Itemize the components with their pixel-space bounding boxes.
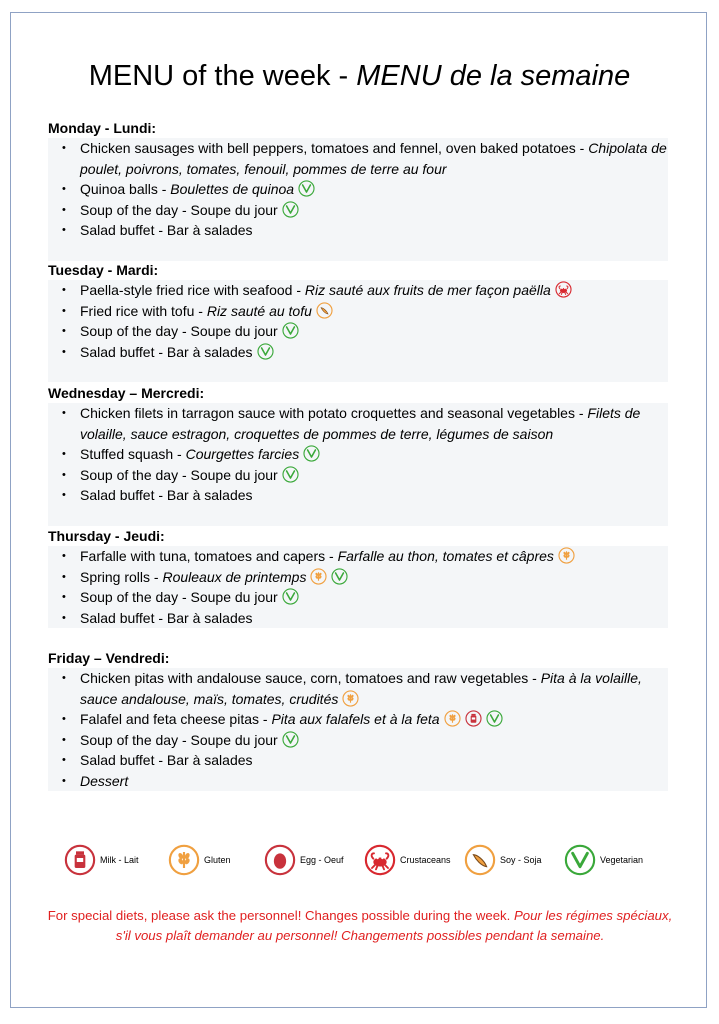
dish-item xyxy=(48,567,668,588)
milk-icon xyxy=(465,710,482,727)
vegetarian-icon xyxy=(282,731,299,748)
dish-french: Rouleaux de printemps xyxy=(162,568,307,585)
dish-english: Paella-style fried rice with seafood - xyxy=(80,282,305,298)
dish-english: Salad buffet - Bar à salades xyxy=(80,609,253,626)
dish-english: Chicken pitas with andalouse sauce, corn, tomatoes and raw vegetables - xyxy=(80,670,541,686)
dish-list xyxy=(48,668,668,791)
dish-item xyxy=(48,668,668,709)
dish-item xyxy=(48,342,668,363)
day-section xyxy=(48,528,668,628)
dish-english: Soup of the day - Soupe du jour xyxy=(80,201,278,218)
dish-item xyxy=(48,200,668,221)
dish-item xyxy=(48,587,668,608)
crustaceans-icon xyxy=(555,281,572,298)
dish-french: Dessert xyxy=(80,772,129,789)
legend-item xyxy=(364,842,451,878)
dish-list xyxy=(48,403,668,526)
note-french: Pour les régimes spéciaux, s'il vous plaît demander au personnel! Changements possibles pendant la semaine. xyxy=(115,908,673,943)
legend-item xyxy=(168,842,231,878)
dish-item xyxy=(48,608,668,629)
day-heading: Thursday - Jeudi: xyxy=(48,528,165,544)
vegetarian-icon xyxy=(282,588,299,605)
dish-french: Riz sauté aux fruits de mer façon paëlla xyxy=(304,282,551,298)
soy-icon xyxy=(464,844,500,876)
dish-english: Salad buffet - Bar à salades xyxy=(80,222,253,238)
dish-item xyxy=(48,465,668,486)
day-section xyxy=(48,262,668,382)
egg-icon xyxy=(264,844,300,876)
page-title xyxy=(0,58,719,94)
dish-item xyxy=(48,220,668,241)
dish-english: Soup of the day - Soupe du jour xyxy=(80,589,278,605)
crustaceans-icon xyxy=(364,844,400,876)
dish-french: Pita aux falafels et à la feta xyxy=(271,711,440,727)
dish-french: Courgettes farcies xyxy=(185,446,300,462)
dish-item xyxy=(48,179,668,200)
dish-french: Pita à la volaille, sauce andalouse, maïs, tomates, crudités xyxy=(80,670,642,707)
vegetarian-icon xyxy=(257,343,274,360)
dish-french: Boulettes de quinoa xyxy=(170,181,295,197)
list-spacer xyxy=(48,362,668,382)
legend-label: Gluten xyxy=(204,855,231,865)
dish-item xyxy=(48,280,668,301)
legend-label: Soy - Soja xyxy=(500,855,542,865)
special-diets-note xyxy=(40,906,680,946)
dish-english: Chicken filets in tarragon sauce with potato croquettes and seasonal vegetables - xyxy=(80,405,588,421)
day-heading: Wednesday – Mercredi: xyxy=(48,385,205,401)
legend-item xyxy=(64,842,139,878)
dish-item xyxy=(48,546,668,567)
day-section xyxy=(48,385,668,526)
vegetarian-icon xyxy=(282,466,299,483)
dish-english: Quinoa balls - xyxy=(80,181,171,197)
dish-list xyxy=(48,138,668,261)
milk-icon xyxy=(64,844,100,876)
vegetarian-icon xyxy=(331,568,348,585)
day-section xyxy=(48,120,668,261)
dish-item xyxy=(48,709,668,730)
vegetarian-icon xyxy=(282,201,299,218)
dish-item xyxy=(48,301,668,322)
legend-label: Egg - Oeuf xyxy=(300,855,344,865)
dish-english: Soup of the day - Soupe du jour xyxy=(80,466,278,483)
dish-list xyxy=(48,546,668,628)
gluten-icon xyxy=(444,710,461,727)
day-heading: Friday – Vendredi: xyxy=(48,650,170,666)
dish-french: Riz sauté au tofu xyxy=(206,302,312,319)
vegetarian-icon xyxy=(298,180,315,197)
day-heading: Tuesday - Mardi: xyxy=(48,262,159,278)
dish-item xyxy=(48,403,668,444)
gluten-icon xyxy=(558,547,575,564)
list-spacer xyxy=(48,506,668,526)
dish-item xyxy=(48,138,668,179)
legend-label: Milk - Lait xyxy=(100,855,139,865)
allergen-legend xyxy=(64,842,664,878)
dish-item xyxy=(48,485,668,506)
day-heading: Monday - Lundi: xyxy=(48,120,157,136)
dish-list xyxy=(48,280,668,382)
dish-item xyxy=(48,321,668,342)
vegetarian-icon xyxy=(486,710,503,727)
dish-english: Salad buffet - Bar à salades xyxy=(80,343,253,360)
dish-english: Soup of the day - Soupe du jour xyxy=(80,323,278,339)
dish-english: Salad buffet - Bar à salades xyxy=(80,487,253,503)
dish-english: Farfalle with tuna, tomatoes and capers - xyxy=(80,548,338,564)
dish-english: Falafel and feta cheese pitas - xyxy=(80,711,272,727)
dish-english: Chicken sausages with bell peppers, tomatoes and fennel, oven baked potatoes - xyxy=(80,140,589,156)
note-english: For special diets, please ask the personnel! Changes possible during the week. xyxy=(47,908,514,923)
dish-item xyxy=(48,444,668,465)
legend-item xyxy=(464,842,542,878)
legend-label: Vegetarian xyxy=(600,855,644,865)
title-english: MENU of the week - xyxy=(88,60,357,92)
dish-item xyxy=(48,771,668,792)
day-section xyxy=(48,650,668,791)
dish-english: Salad buffet - Bar à salades xyxy=(80,752,253,768)
soy-icon xyxy=(316,302,333,319)
title-french: MENU de la semaine xyxy=(356,60,631,92)
dish-english: Fried rice with tofu - xyxy=(80,302,207,319)
list-spacer xyxy=(48,241,668,261)
gluten-icon xyxy=(310,568,327,585)
dish-french: Filets de volaille, sauce estragon, croquettes de pommes de terre, légumes de saison xyxy=(80,405,641,442)
dish-item xyxy=(48,750,668,771)
dish-french: Farfalle au thon, tomates et câpres xyxy=(337,548,554,564)
dish-french: Chipolata de poulet, poivrons, tomates, fenouil, pommes de terre au four xyxy=(80,140,667,177)
vegetarian-icon xyxy=(564,844,600,876)
gluten-icon xyxy=(168,844,204,876)
vegetarian-icon xyxy=(282,322,299,339)
dish-english: Stuffed squash - xyxy=(80,446,186,462)
gluten-icon xyxy=(342,690,359,707)
legend-label: Crustaceans xyxy=(400,855,451,865)
dish-english: Spring rolls - xyxy=(80,568,163,585)
legend-item xyxy=(264,842,344,878)
vegetarian-icon xyxy=(303,445,320,462)
dish-english: Soup of the day - Soupe du jour xyxy=(80,731,278,748)
dish-item xyxy=(48,730,668,751)
legend-item xyxy=(564,842,643,878)
